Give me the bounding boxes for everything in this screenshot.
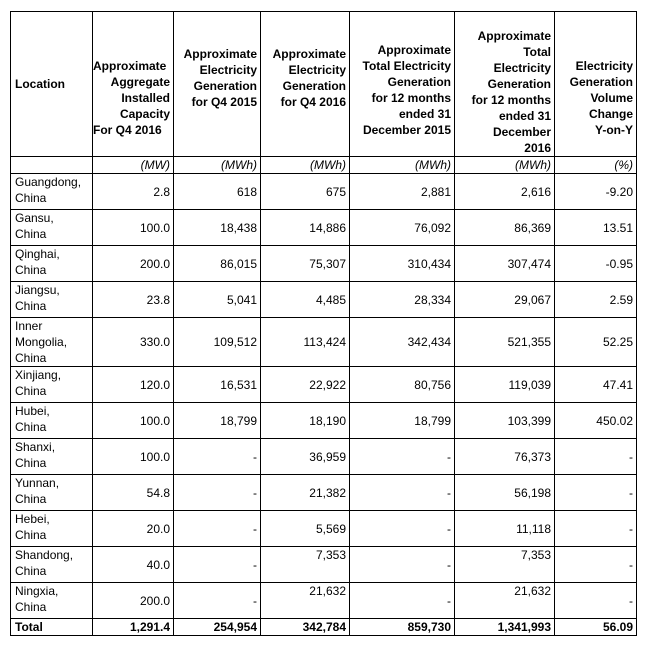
cell-capacity: 40.0 [93,547,174,583]
table-row [11,210,637,246]
total-change: 56.09 [555,619,637,636]
cell-y2015: 342,434 [350,318,455,367]
cell-capacity: 120.0 [93,367,174,403]
location-line: China [15,420,47,434]
cell-change: -9.20 [555,174,637,210]
cell-q4-2016: 22,922 [261,367,350,403]
cell-y2016: 307,474 [455,246,555,282]
cell-change: 47.41 [555,367,637,403]
unit-location [11,157,93,174]
cell-capacity: 100.0 [93,403,174,439]
cell-y2016: 29,067 [455,282,555,318]
cell-change: - [555,439,637,475]
unit-q4-2015: (MWh) [174,157,261,174]
location-line: Inner [15,319,43,333]
total-capacity: 1,291.4 [93,619,174,636]
header-change: Electricity Generation Volume Change Y-on-Y [555,12,637,157]
total-y2016: 1,341,993 [455,619,555,636]
cell-capacity: 2.8 [93,174,174,210]
cell-q4-2016: 21,632 [261,583,350,619]
cell-y2015: - [350,583,455,619]
cell-y2016: 119,039 [455,367,555,403]
cell-q4-2016: 5,569 [261,511,350,547]
location-line: Gansu, [15,211,54,225]
cell-y2015: 18,799 [350,403,455,439]
table-row [11,403,637,439]
cell-change: - [555,583,637,619]
location-line: China [15,384,47,398]
cell-change: - [555,547,637,583]
cell-change: 450.02 [555,403,637,439]
cell-q4-2015: - [174,547,261,583]
cell-q4-2016: 4,485 [261,282,350,318]
cell-y2016: 2,616 [455,174,555,210]
cell-y2015: 310,434 [350,246,455,282]
location-cell [11,547,93,583]
location-line: Xinjiang, [15,368,62,382]
electricity-generation-table [10,11,637,636]
location-line: China [15,191,47,205]
location-line: China [15,564,47,578]
cell-y2015: - [350,547,455,583]
location-line: Yunnan, [15,476,60,490]
cell-y2016: 7,353 [455,547,555,583]
cell-q4-2015: 18,438 [174,210,261,246]
header-capacity: Approximate Aggregate Installed Capacity For Q4 2016 [93,12,174,157]
location-line: China [15,492,47,506]
cell-change: - [555,475,637,511]
table-row [11,367,637,403]
cell-capacity: 200.0 [93,583,174,619]
table-row [11,318,637,367]
cell-capacity: 20.0 [93,511,174,547]
cell-change: 13.51 [555,210,637,246]
cell-y2016: 21,632 [455,583,555,619]
cell-q4-2015: 618 [174,174,261,210]
cell-y2015: - [350,475,455,511]
header-gen-q4-2016: Approximate Electricity Generation for Q4 2016 [261,12,350,157]
location-cell [11,511,93,547]
cell-y2015: - [350,511,455,547]
header-total-2016: Approximate Total Electricity Generation for 12 months ended 31 December 2016 [455,12,555,157]
header-total-2015: Approximate Total Electricity Generation for 12 months ended 31 December 2015 [350,12,455,157]
table-row [11,246,637,282]
cell-q4-2015: 16,531 [174,367,261,403]
cell-y2016: 11,118 [455,511,555,547]
total-q4-2016: 342,784 [261,619,350,636]
cell-q4-2015: 5,041 [174,282,261,318]
location-line: China [15,351,47,365]
location-cell [11,367,93,403]
location-line: Shanxi, [15,440,56,454]
location-cell [11,246,93,282]
cell-y2015: 28,334 [350,282,455,318]
cell-q4-2015: 86,015 [174,246,261,282]
cell-q4-2016: 675 [261,174,350,210]
cell-y2016: 103,399 [455,403,555,439]
cell-change: -0.95 [555,246,637,282]
cell-y2015: 80,756 [350,367,455,403]
header-gen-q4-2015: Approximate Electricity Generation for Q4 2015 [174,12,261,157]
unit-total-2016: (MWh) [455,157,555,174]
table-row [11,511,637,547]
cell-q4-2016: 14,886 [261,210,350,246]
table-row [11,475,637,511]
total-y2015: 859,730 [350,619,455,636]
total-q4-2015: 254,954 [174,619,261,636]
cell-capacity: 100.0 [93,439,174,475]
location-line: Shandong, [15,548,74,562]
location-line: Hebei, [15,512,50,526]
units-row [11,157,637,174]
cell-y2015: 2,881 [350,174,455,210]
location-line: Hubei, [15,404,50,418]
cell-q4-2015: - [174,583,261,619]
cell-change: - [555,511,637,547]
location-line: Ningxia, [15,584,59,598]
location-line: China [15,227,47,241]
table-row [11,174,637,210]
cell-q4-2015: - [174,511,261,547]
cell-y2016: 56,198 [455,475,555,511]
location-cell [11,318,93,367]
unit-total-2015: (MWh) [350,157,455,174]
cell-q4-2015: 109,512 [174,318,261,367]
location-line: China [15,263,47,277]
table-row [11,282,637,318]
header-row [11,12,637,157]
location-cell [11,583,93,619]
cell-y2016: 86,369 [455,210,555,246]
cell-change: 52.25 [555,318,637,367]
location-line: China [15,600,47,614]
cell-q4-2015: - [174,475,261,511]
cell-capacity: 330.0 [93,318,174,367]
table-row [11,547,637,583]
location-line: China [15,528,47,542]
location-line: Guangdong, [15,175,82,189]
location-cell [11,210,93,246]
unit-q4-2016: (MWh) [261,157,350,174]
cell-q4-2015: - [174,439,261,475]
cell-capacity: 23.8 [93,282,174,318]
location-cell [11,475,93,511]
location-line: Qinghai, [15,247,60,261]
location-line: China [15,456,47,470]
unit-capacity: (MW) [93,157,174,174]
total-row [11,619,637,636]
cell-q4-2016: 7,353 [261,547,350,583]
cell-y2016: 521,355 [455,318,555,367]
table-row [11,439,637,475]
cell-q4-2015: 18,799 [174,403,261,439]
cell-change: 2.59 [555,282,637,318]
cell-y2016: 76,373 [455,439,555,475]
location-cell [11,174,93,210]
cell-q4-2016: 113,424 [261,318,350,367]
cell-q4-2016: 75,307 [261,246,350,282]
cell-q4-2016: 36,959 [261,439,350,475]
location-line: Jiangsu, [15,283,60,297]
table-row [11,583,637,619]
total-location: Total [11,619,93,636]
location-cell [11,282,93,318]
cell-y2015: - [350,439,455,475]
location-line: Mongolia, [15,335,68,349]
location-line: China [15,299,47,313]
header-location: Location [11,12,93,157]
cell-capacity: 200.0 [93,246,174,282]
cell-q4-2016: 18,190 [261,403,350,439]
cell-capacity: 54.8 [93,475,174,511]
cell-capacity: 100.0 [93,210,174,246]
location-cell [11,439,93,475]
location-cell [11,403,93,439]
unit-change: (%) [555,157,637,174]
cell-q4-2016: 21,382 [261,475,350,511]
cell-y2015: 76,092 [350,210,455,246]
